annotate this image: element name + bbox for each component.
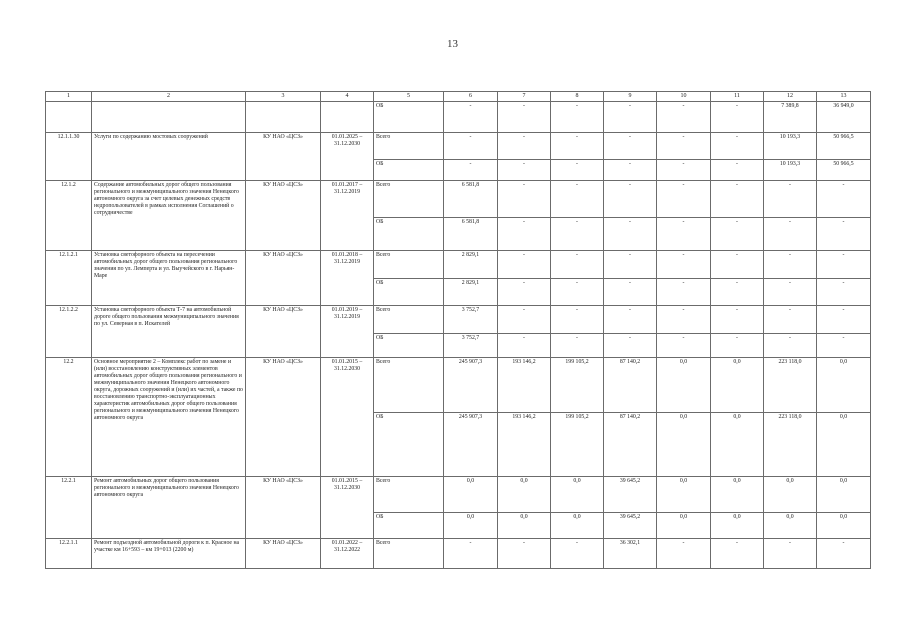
value-cell: 3 752,7 bbox=[444, 306, 498, 334]
value-cell: - bbox=[498, 251, 551, 279]
value-cell: - bbox=[498, 306, 551, 334]
measure-name-cell: Ремонт автомобильных дорог общего пользования регионального и межмуниципального значения Ненецкого автономного округа bbox=[92, 477, 246, 539]
column-header: 13 bbox=[817, 92, 871, 102]
budget-table bbox=[45, 91, 871, 569]
value-cell: - bbox=[817, 218, 871, 251]
value-cell: - bbox=[657, 133, 711, 160]
source-cell: Всего bbox=[374, 306, 444, 334]
table-row bbox=[46, 133, 871, 160]
value-cell: - bbox=[551, 306, 604, 334]
table-row bbox=[46, 539, 871, 569]
value-cell: 39 645,2 bbox=[604, 513, 657, 539]
value-cell: - bbox=[657, 102, 711, 133]
value-cell: 0,0 bbox=[657, 358, 711, 413]
value-cell: 2 829,1 bbox=[444, 279, 498, 306]
value-cell: - bbox=[498, 218, 551, 251]
value-cell: - bbox=[498, 334, 551, 358]
column-header: 8 bbox=[551, 92, 604, 102]
value-cell: - bbox=[657, 539, 711, 569]
column-header: 12 bbox=[764, 92, 817, 102]
value-cell: - bbox=[551, 102, 604, 133]
source-cell: ОБ bbox=[374, 160, 444, 181]
value-cell: - bbox=[444, 102, 498, 133]
value-cell: 245 907,3 bbox=[444, 413, 498, 477]
value-cell: 0,0 bbox=[817, 413, 871, 477]
value-cell: 0,0 bbox=[551, 477, 604, 513]
period-cell: 01.01.2015 – 31.12.2030 bbox=[321, 477, 374, 539]
value-cell: - bbox=[657, 334, 711, 358]
value-cell: - bbox=[711, 181, 764, 218]
value-cell: 0,0 bbox=[764, 513, 817, 539]
value-cell: - bbox=[711, 218, 764, 251]
measure-name-cell: Услуги по содержанию мостовых сооружений bbox=[92, 133, 246, 181]
column-header: 11 bbox=[711, 92, 764, 102]
value-cell: 87 140,2 bbox=[604, 413, 657, 477]
row-id-cell: 12.1.1.30 bbox=[46, 133, 92, 181]
value-cell: - bbox=[604, 133, 657, 160]
measure-name-cell: Ремонт подъездной автомобильной дороги к п. Красное на участке км 16+593 – км 19+013 (2200 м) bbox=[92, 539, 246, 569]
value-cell: - bbox=[764, 279, 817, 306]
executor-cell: КУ НАО «ЦСЗ» bbox=[246, 306, 321, 358]
value-cell: 0,0 bbox=[498, 513, 551, 539]
value-cell: - bbox=[764, 251, 817, 279]
value-cell: - bbox=[498, 160, 551, 181]
header-row bbox=[46, 92, 871, 102]
value-cell: 39 645,2 bbox=[604, 477, 657, 513]
value-cell: 10 193,3 bbox=[764, 133, 817, 160]
value-cell: 36 302,1 bbox=[604, 539, 657, 569]
value-cell: - bbox=[711, 279, 764, 306]
value-cell: - bbox=[551, 539, 604, 569]
executor-cell: КУ НАО «ЦСЗ» bbox=[246, 133, 321, 181]
value-cell: 3 752,7 bbox=[444, 334, 498, 358]
source-cell: Всего bbox=[374, 477, 444, 513]
value-cell: - bbox=[551, 218, 604, 251]
value-cell: 199 105,2 bbox=[551, 413, 604, 477]
value-cell: - bbox=[551, 160, 604, 181]
value-cell: - bbox=[817, 251, 871, 279]
row-id-cell: 12.1.2.2 bbox=[46, 306, 92, 358]
source-cell: Всего bbox=[374, 251, 444, 279]
column-header: 4 bbox=[321, 92, 374, 102]
period-cell: 01.01.2019 – 31.12.2019 bbox=[321, 306, 374, 358]
column-header: 1 bbox=[46, 92, 92, 102]
value-cell: - bbox=[551, 251, 604, 279]
table-row bbox=[46, 358, 871, 413]
value-cell: - bbox=[498, 102, 551, 133]
row-id-cell: 12.1.2.1 bbox=[46, 251, 92, 306]
executor-cell: КУ НАО «ЦСЗ» bbox=[246, 251, 321, 306]
value-cell: 0,0 bbox=[764, 477, 817, 513]
value-cell: - bbox=[604, 279, 657, 306]
value-cell: - bbox=[498, 279, 551, 306]
executor-cell: КУ НАО «ЦСЗ» bbox=[246, 181, 321, 251]
source-cell: Всего bbox=[374, 358, 444, 413]
measure-name-cell: Содержание автомобильных дорог общего пользования регионального и межмуниципального значения Ненецкого автономного округа за счет целевых денежных средств недропользователей в рамках исполнения Соглашений о сотрудничестве bbox=[92, 181, 246, 251]
value-cell: - bbox=[604, 306, 657, 334]
value-cell: 0,0 bbox=[817, 358, 871, 413]
value-cell: 50 966,5 bbox=[817, 160, 871, 181]
value-cell: - bbox=[498, 133, 551, 160]
value-cell: 199 105,2 bbox=[551, 358, 604, 413]
page-number: 13 bbox=[447, 38, 458, 50]
source-cell: ОБ bbox=[374, 279, 444, 306]
value-cell: - bbox=[444, 133, 498, 160]
value-cell: - bbox=[657, 160, 711, 181]
row-id-cell: 12.1.2 bbox=[46, 181, 92, 251]
column-header: 2 bbox=[92, 92, 246, 102]
measure-name-cell: Основное мероприятие 2 – Комплекс работ по замене и (или) восстановлению конструктивных элементов автомобильных дорог общего пользования регионального и межмуниципального значения Ненецкого автономного округа, дорожных сооружений и (или) их частей, а также по восстановлению транспортно-эксплуатационных характеристик автомобильных дорог общего пользования регионального и межмуниципального значения Ненецкого автономного округа bbox=[92, 358, 246, 477]
value-cell: - bbox=[551, 334, 604, 358]
table-row bbox=[46, 477, 871, 513]
value-cell: - bbox=[711, 160, 764, 181]
value-cell: - bbox=[764, 306, 817, 334]
empty-cell bbox=[246, 102, 321, 133]
value-cell: - bbox=[764, 218, 817, 251]
value-cell: - bbox=[817, 306, 871, 334]
value-cell: 7 389,8 bbox=[764, 102, 817, 133]
value-cell: - bbox=[711, 334, 764, 358]
value-cell: - bbox=[657, 306, 711, 334]
source-cell: Всего bbox=[374, 539, 444, 569]
value-cell: - bbox=[604, 334, 657, 358]
value-cell: 223 118,0 bbox=[764, 358, 817, 413]
measure-name-cell: Установка светофорного объекта Т-7 на автомобильной дороге общего пользования межмуниципального значения по ул. Северная в п. Искателей bbox=[92, 306, 246, 358]
period-cell: 01.01.2015 – 31.12.2030 bbox=[321, 358, 374, 477]
value-cell: - bbox=[551, 133, 604, 160]
column-header: 9 bbox=[604, 92, 657, 102]
value-cell: - bbox=[604, 251, 657, 279]
value-cell: - bbox=[657, 279, 711, 306]
period-cell: 01.01.2017 – 31.12.2019 bbox=[321, 181, 374, 251]
value-cell: 10 193,3 bbox=[764, 160, 817, 181]
value-cell: - bbox=[764, 539, 817, 569]
value-cell: - bbox=[604, 160, 657, 181]
value-cell: 6 581,8 bbox=[444, 218, 498, 251]
row-id-cell: 12.2.1.1 bbox=[46, 539, 92, 569]
source-cell: ОБ bbox=[374, 413, 444, 477]
value-cell: - bbox=[711, 102, 764, 133]
empty-cell bbox=[92, 102, 246, 133]
value-cell: 0,0 bbox=[711, 513, 764, 539]
value-cell: - bbox=[498, 181, 551, 218]
period-cell: 01.01.2025 – 31.12.2030 bbox=[321, 133, 374, 181]
column-header: 10 bbox=[657, 92, 711, 102]
value-cell: - bbox=[604, 102, 657, 133]
source-cell: Всего bbox=[374, 133, 444, 160]
value-cell: - bbox=[711, 251, 764, 279]
column-header: 7 bbox=[498, 92, 551, 102]
period-cell: 01.01.2022 – 31.12.2022 bbox=[321, 539, 374, 569]
source-cell: ОБ bbox=[374, 334, 444, 358]
source-cell: ОБ bbox=[374, 102, 444, 133]
value-cell: 193 146,2 bbox=[498, 413, 551, 477]
value-cell: - bbox=[604, 218, 657, 251]
value-cell: - bbox=[551, 181, 604, 218]
value-cell: 0,0 bbox=[657, 477, 711, 513]
value-cell: - bbox=[764, 181, 817, 218]
value-cell: 0,0 bbox=[711, 358, 764, 413]
value-cell: 0,0 bbox=[657, 513, 711, 539]
source-cell: ОБ bbox=[374, 513, 444, 539]
table-row bbox=[46, 181, 871, 218]
row-id-cell: 12.2.1 bbox=[46, 477, 92, 539]
column-header: 5 bbox=[374, 92, 444, 102]
value-cell: 0,0 bbox=[817, 513, 871, 539]
value-cell: - bbox=[817, 181, 871, 218]
value-cell: 0,0 bbox=[657, 413, 711, 477]
value-cell: - bbox=[498, 539, 551, 569]
executor-cell: КУ НАО «ЦСЗ» bbox=[246, 477, 321, 539]
value-cell: 2 829,1 bbox=[444, 251, 498, 279]
value-cell: 0,0 bbox=[817, 477, 871, 513]
table-row bbox=[46, 251, 871, 279]
value-cell: 87 140,2 bbox=[604, 358, 657, 413]
executor-cell: КУ НАО «ЦСЗ» bbox=[246, 539, 321, 569]
value-cell: - bbox=[551, 279, 604, 306]
value-cell: - bbox=[764, 334, 817, 358]
value-cell: - bbox=[657, 218, 711, 251]
column-header: 6 bbox=[444, 92, 498, 102]
value-cell: - bbox=[657, 251, 711, 279]
value-cell: - bbox=[657, 181, 711, 218]
value-cell: - bbox=[817, 539, 871, 569]
value-cell: - bbox=[711, 306, 764, 334]
value-cell: 245 907,3 bbox=[444, 358, 498, 413]
value-cell: 50 966,5 bbox=[817, 133, 871, 160]
value-cell: 0,0 bbox=[711, 477, 764, 513]
value-cell: - bbox=[444, 160, 498, 181]
table-body bbox=[46, 102, 871, 569]
value-cell: 0,0 bbox=[711, 413, 764, 477]
value-cell: 223 118,0 bbox=[764, 413, 817, 477]
value-cell: - bbox=[817, 279, 871, 306]
empty-cell bbox=[46, 102, 92, 133]
empty-cell bbox=[321, 102, 374, 133]
measure-name-cell: Установка светофорного объекта на пересечении автомобильных дорог общего пользования регионального значения по ул. Лемперта и ул. Выучейского в г. Нарьян-Маре bbox=[92, 251, 246, 306]
value-cell: - bbox=[817, 334, 871, 358]
row-id-cell: 12.2 bbox=[46, 358, 92, 477]
value-cell: - bbox=[604, 181, 657, 218]
value-cell: - bbox=[711, 133, 764, 160]
source-cell: Всего bbox=[374, 181, 444, 218]
value-cell: 193 146,2 bbox=[498, 358, 551, 413]
value-cell: 36 949,0 bbox=[817, 102, 871, 133]
value-cell: 0,0 bbox=[444, 477, 498, 513]
column-header: 3 bbox=[246, 92, 321, 102]
value-cell: - bbox=[711, 539, 764, 569]
period-cell: 01.01.2018 – 31.12.2019 bbox=[321, 251, 374, 306]
value-cell: 0,0 bbox=[551, 513, 604, 539]
value-cell: 0,0 bbox=[444, 513, 498, 539]
source-cell: ОБ bbox=[374, 218, 444, 251]
table-row bbox=[46, 102, 871, 133]
value-cell: - bbox=[444, 539, 498, 569]
executor-cell: КУ НАО «ЦСЗ» bbox=[246, 358, 321, 477]
value-cell: 6 581,8 bbox=[444, 181, 498, 218]
value-cell: 0,0 bbox=[498, 477, 551, 513]
table-row bbox=[46, 306, 871, 334]
